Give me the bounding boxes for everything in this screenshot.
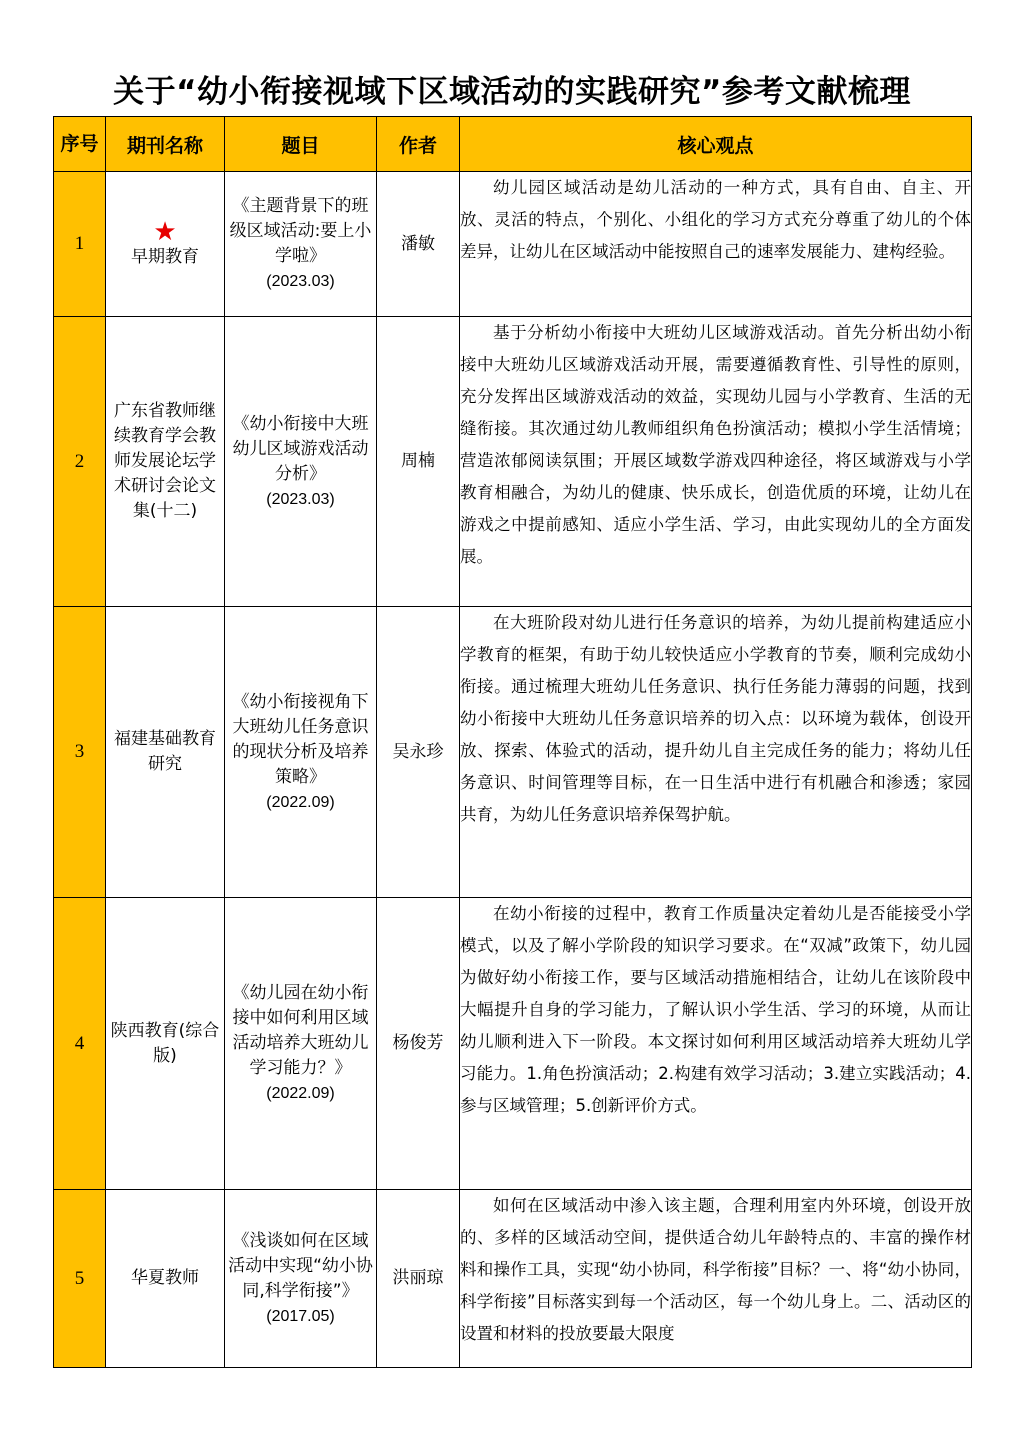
- header-journal: 期刊名称: [106, 117, 225, 172]
- topic-title: 《幼儿园在幼小衔接中如何利用区域活动培养大班幼儿学习能力？》: [232, 983, 369, 1078]
- topic-year: (2017.05): [266, 1307, 335, 1325]
- topic-title: 《主题背景下的班级区域活动:要上小学啦》: [229, 196, 372, 266]
- core-view-text: 在大班阶段对幼儿进行任务意识的培养，为幼儿提前构建适应小学教育的框架，有助于幼儿较快适应小学教育的节奏，顺利完成幼小衔接。通过梳理大班幼儿任务意识、执行任务能力薄弱的问题，找到幼小衔接中大班幼儿任务意识培养的切入点：以环境为载体，创设开放、探索、体验式的活动，提升幼儿自主完成任务的能力；将幼儿任务意识、时间管理等目标，在一日生活中进行有机融合和渗透；家园共育，为幼儿任务意识培养保驾护航。: [460, 613, 971, 824]
- reference-table: [53, 116, 972, 1368]
- row-journal: [106, 172, 225, 317]
- star-icon: ★: [153, 216, 177, 247]
- table-row: [54, 898, 972, 1190]
- row-author: 洪丽琼: [377, 1190, 460, 1368]
- row-seq: 5: [54, 1190, 106, 1368]
- table-row: [54, 1190, 972, 1368]
- topic-title: 《幼小衔接中大班幼儿区域游戏活动分析》: [232, 413, 369, 484]
- row-author: 潘敏: [377, 172, 460, 317]
- row-journal: 华夏教师: [106, 1190, 225, 1368]
- row-seq: 4: [54, 898, 106, 1190]
- table-row: [54, 172, 972, 317]
- row-journal: 广东省教师继续教育学会教师发展论坛学术研讨会论文集(十二): [106, 317, 225, 607]
- topic-year: (2023.03): [266, 490, 335, 508]
- core-view-text: 在幼小衔接的过程中，教育工作质量决定着幼儿是否能接受小学模式，以及了解小学阶段的知识学习要求。在“双减”政策下，幼儿园为做好幼小衔接工作，要与区域活动措施相结合，让幼儿在该阶段中大幅提升自身的学习能力，了解认识小学生活、学习的环境，从而让幼儿顺利进入下一阶段。本文探讨如何利用区域活动培养大班幼儿学习能力。1.角色扮演活动；2.构建有效学习活动；3.建立实践活动；4.参与区域管理；5.创新评价方式。: [460, 904, 971, 1115]
- row-topic: [225, 607, 377, 898]
- row-topic: [225, 172, 377, 317]
- header-author: 作者: [377, 117, 460, 172]
- journal-name: 早期教育: [131, 246, 199, 267]
- topic-title: 《浅谈如何在区域活动中实现“幼小协同,科学衔接”》: [228, 1230, 373, 1301]
- row-seq: 2: [54, 317, 106, 607]
- row-author: 周楠: [377, 317, 460, 607]
- header-topic: 题目: [225, 117, 377, 172]
- row-core-view: [460, 1190, 972, 1368]
- table-header-row: [54, 117, 972, 172]
- row-topic: [225, 317, 377, 607]
- topic-year: (2022.09): [266, 1085, 335, 1102]
- header-core-view: 核心观点: [460, 117, 972, 172]
- row-seq: 1: [54, 172, 106, 317]
- topic-title: 《幼小衔接视角下大班幼儿任务意识的现状分析及培养策略》: [232, 691, 369, 787]
- header-seq: 序号: [54, 117, 106, 172]
- row-author: 杨俊芳: [377, 898, 460, 1190]
- table-row: [54, 317, 972, 607]
- document-title: 关于“幼小衔接视域下区域活动的实践研究”参考文献梳理: [113, 74, 911, 110]
- core-view-text: 基于分析幼小衔接中大班幼儿区域游戏活动。首先分析出幼小衔接中大班幼儿区域游戏活动开展，需要遵循教育性、引导性的原则，充分发挥出区域游戏活动的效益，实现幼儿园与小学教育、生活的无缝衔接。其次通过幼儿教师组织角色扮演活动；模拟小学生活情境；营造浓郁阅读氛围；开展区域数学游戏四种途径，将区域游戏与小学教育相融合，为幼儿的健康、快乐成长，创造优质的环境，让幼儿在游戏之中提前感知、适应小学生活、学习，由此实现幼儿的全方面发展。: [460, 323, 971, 566]
- row-core-view: [460, 172, 972, 317]
- row-core-view: [460, 317, 972, 607]
- row-topic: [225, 898, 377, 1190]
- topic-year: (2023.03): [266, 273, 335, 290]
- row-topic: [225, 1190, 377, 1368]
- row-journal: 陕西教育(综合版): [106, 898, 225, 1190]
- core-view-text: 幼儿园区域活动是幼儿活动的一种方式，具有自由、自主、开放、灵活的特点，个别化、小组化的学习方式充分尊重了幼儿的个体差异，让幼儿在区域活动中能按照自己的速率发展能力、建构经验。: [460, 178, 971, 261]
- row-journal: 福建基础教育研究: [106, 607, 225, 898]
- table-row: [54, 607, 972, 898]
- row-core-view: [460, 607, 972, 898]
- row-author: 吴永珍: [377, 607, 460, 898]
- core-view-text: 如何在区域活动中渗入该主题，合理利用室内外环境，创设开放的、多样的区域活动空间，提供适合幼儿年龄特点的、丰富的操作材料和操作工具，实现“幼小协同，科学衔接”目标？一、将“幼小协同，科学衔接”目标落实到每一个活动区，每一个幼儿身上。二、活动区的设置和材料的投放要最大限度: [460, 1196, 971, 1343]
- topic-year: (2022.09): [266, 793, 335, 811]
- row-core-view: [460, 898, 972, 1190]
- row-seq: 3: [54, 607, 106, 898]
